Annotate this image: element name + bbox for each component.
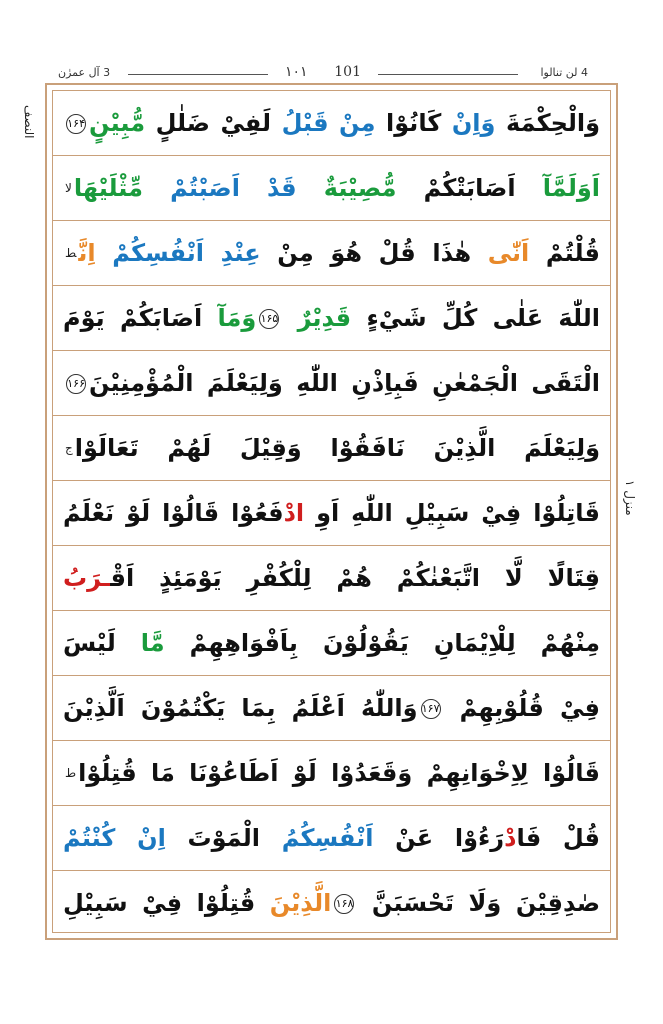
- verse-text: قَاتِلُوْا فِيْ سَبِيْلِ اللّٰهِ اَوِ: [304, 499, 600, 527]
- verse-text: قَدِيْرٌ: [282, 304, 352, 332]
- page-number-latin: 101: [334, 64, 361, 80]
- ayah-number-marker: ۱۶۵: [259, 309, 279, 329]
- verse-text: اَلَّذِيْنَ: [63, 694, 125, 722]
- verse-text: وَمَآ: [202, 304, 257, 332]
- verse-text: قَالُوْا لِاِخْوَانِهِمْ وَقَعَدُوْا لَوْ اَطَاعُوْنَا مَا قُتِلُوْا: [78, 759, 600, 787]
- verse-text: اَنْفُسِكُمُ: [260, 824, 374, 852]
- verse-text: اِنَّ: [78, 239, 96, 267]
- page-frame: [45, 83, 618, 940]
- verse-text: مِّثْلَيْهَا: [73, 174, 143, 202]
- verse-text: وَلِيَعْلَمَ الَّذِيْنَ نَافَقُوْا: [301, 434, 601, 462]
- verse-text: وَقِيْلَ لَهُمْ تَعَالَوْا: [74, 434, 302, 462]
- verse-text: اِنْ كُنْتُمْ: [63, 824, 166, 852]
- verse-text: دْ: [504, 824, 517, 852]
- verse-text: قَدْ: [239, 174, 297, 202]
- verse-text: الْمَوْتَ: [165, 824, 261, 852]
- verse-text: قُلْتُمْ: [529, 239, 600, 267]
- verse-line: [53, 351, 610, 416]
- ayah-number-marker: ۱۶۴: [66, 114, 86, 134]
- verse-text: قَالُوْا لَوْ نَعْلَمُ: [63, 499, 220, 527]
- verse-text: مِنْهُمْ لِلْاِيْمَانِ: [408, 629, 600, 657]
- verse-text: فَعُوْا: [219, 499, 284, 527]
- verse-line: [53, 91, 610, 156]
- verse-text: اَقْ: [110, 564, 135, 592]
- page-header: [58, 66, 588, 82]
- verse-text: اَصَابَكُمْ يَوْمَ: [63, 304, 203, 332]
- waqf-mark: ج: [65, 441, 73, 455]
- verse-line: [53, 221, 610, 286]
- verse-line: [53, 871, 610, 936]
- surah-label: 3 آل عمرٰن: [58, 66, 111, 79]
- verse-text: الَّذِيْنَ: [255, 889, 332, 917]
- side-label-right: منزل ۱: [623, 480, 637, 516]
- verse-text: قَبْلُ: [271, 109, 329, 137]
- verse-line: [53, 806, 610, 871]
- verse-text: قُتِلُوْا فِيْ سَبِيْلِ: [63, 889, 256, 917]
- verse-text: الْتَقَى الْجَمْعٰنِ فَبِاِذْنِ اللّٰهِ وَلِيَعْلَمَ الْمُؤْمِنِيْنَ: [89, 369, 600, 397]
- page-number: [58, 64, 588, 80]
- verse-text: مُّصِيْبَةٌ: [296, 174, 397, 202]
- verse-text: ـرَبُ: [63, 564, 111, 592]
- verse-text: عِنْدِ: [203, 239, 261, 267]
- verse-line: [53, 546, 610, 611]
- verse-text: وَلَا تَحْسَبَنَّ: [357, 889, 502, 917]
- verse-text: لَفِيْ ضَلٰلٍ: [145, 109, 272, 137]
- verse-text: وَالْحِكْمَةَ: [495, 109, 601, 137]
- verse-text: فِيْ قُلُوْبِهِمْ: [443, 694, 600, 722]
- verse-line: [53, 676, 610, 741]
- verse-text: لَيْسَ: [63, 629, 116, 657]
- waqf-mark: لا: [65, 181, 72, 195]
- verse-line: [53, 416, 610, 481]
- page-number-arabic: ۱۰۱: [285, 64, 308, 80]
- verse-line: [53, 286, 610, 351]
- verse-text: اللّٰهَ عَلٰى كُلِّ شَيْءٍ: [351, 304, 600, 332]
- verse-text: مُّبِيْنٍ: [89, 109, 146, 137]
- verse-text: ادْ: [283, 499, 305, 527]
- header-rule-left: [128, 74, 268, 75]
- header-rule-right: [378, 74, 518, 75]
- verse-text: اَنّٰى: [471, 239, 530, 267]
- verse-text: رَءُوْا عَنْ: [373, 824, 505, 852]
- verse-text: اَنْفُسِكُمْ: [95, 239, 204, 267]
- verse-line: [53, 611, 610, 676]
- text-area: [52, 90, 611, 933]
- side-label-left: النصف: [22, 105, 36, 139]
- verse-text: اَصَبْتُمْ: [142, 174, 240, 202]
- juz-label: 4 لن تنالوا: [540, 66, 588, 79]
- verse-text: اَوَلَمَّآ: [515, 174, 600, 202]
- verse-text: يَقُوْلُوْنَ بِاَفْوَاهِهِمْ: [164, 629, 409, 657]
- verse-text: قِتَالًا لَّا اتَّبَعْنٰكُمْ: [371, 564, 600, 592]
- verse-text: صٰدِقِيْنَ: [501, 889, 601, 917]
- verse-line: [53, 481, 610, 546]
- waqf-mark: ط: [65, 766, 77, 780]
- ayah-number-marker: ۱۶۷: [421, 699, 441, 719]
- verse-line: [53, 156, 610, 221]
- verse-text: اَصَابَتْكُمْ: [396, 174, 516, 202]
- verse-text: مِنْ: [328, 109, 376, 137]
- waqf-mark: ط: [65, 246, 77, 260]
- ayah-number-marker: ۱۶۶: [66, 374, 86, 394]
- verse-text: وَاِنْ: [441, 109, 496, 137]
- verse-text: قُلْ هُوَ مِنْ: [260, 239, 416, 267]
- verse-text: كَانُوْا: [375, 109, 442, 137]
- verse-line: [53, 741, 610, 806]
- ayah-number-marker: ۱۶۸: [334, 894, 354, 914]
- verse-text: وَاللّٰهُ اَعْلَمُ بِمَا يَكْتُمُوْنَ: [124, 694, 418, 722]
- verse-text: مَّا: [115, 629, 165, 657]
- verse-text: قُلْ فَا: [516, 824, 601, 852]
- verse-text: هٰذَا: [415, 239, 472, 267]
- verse-text: هُمْ لِلْكُفْرِ يَوْمَئِذٍ: [134, 564, 372, 592]
